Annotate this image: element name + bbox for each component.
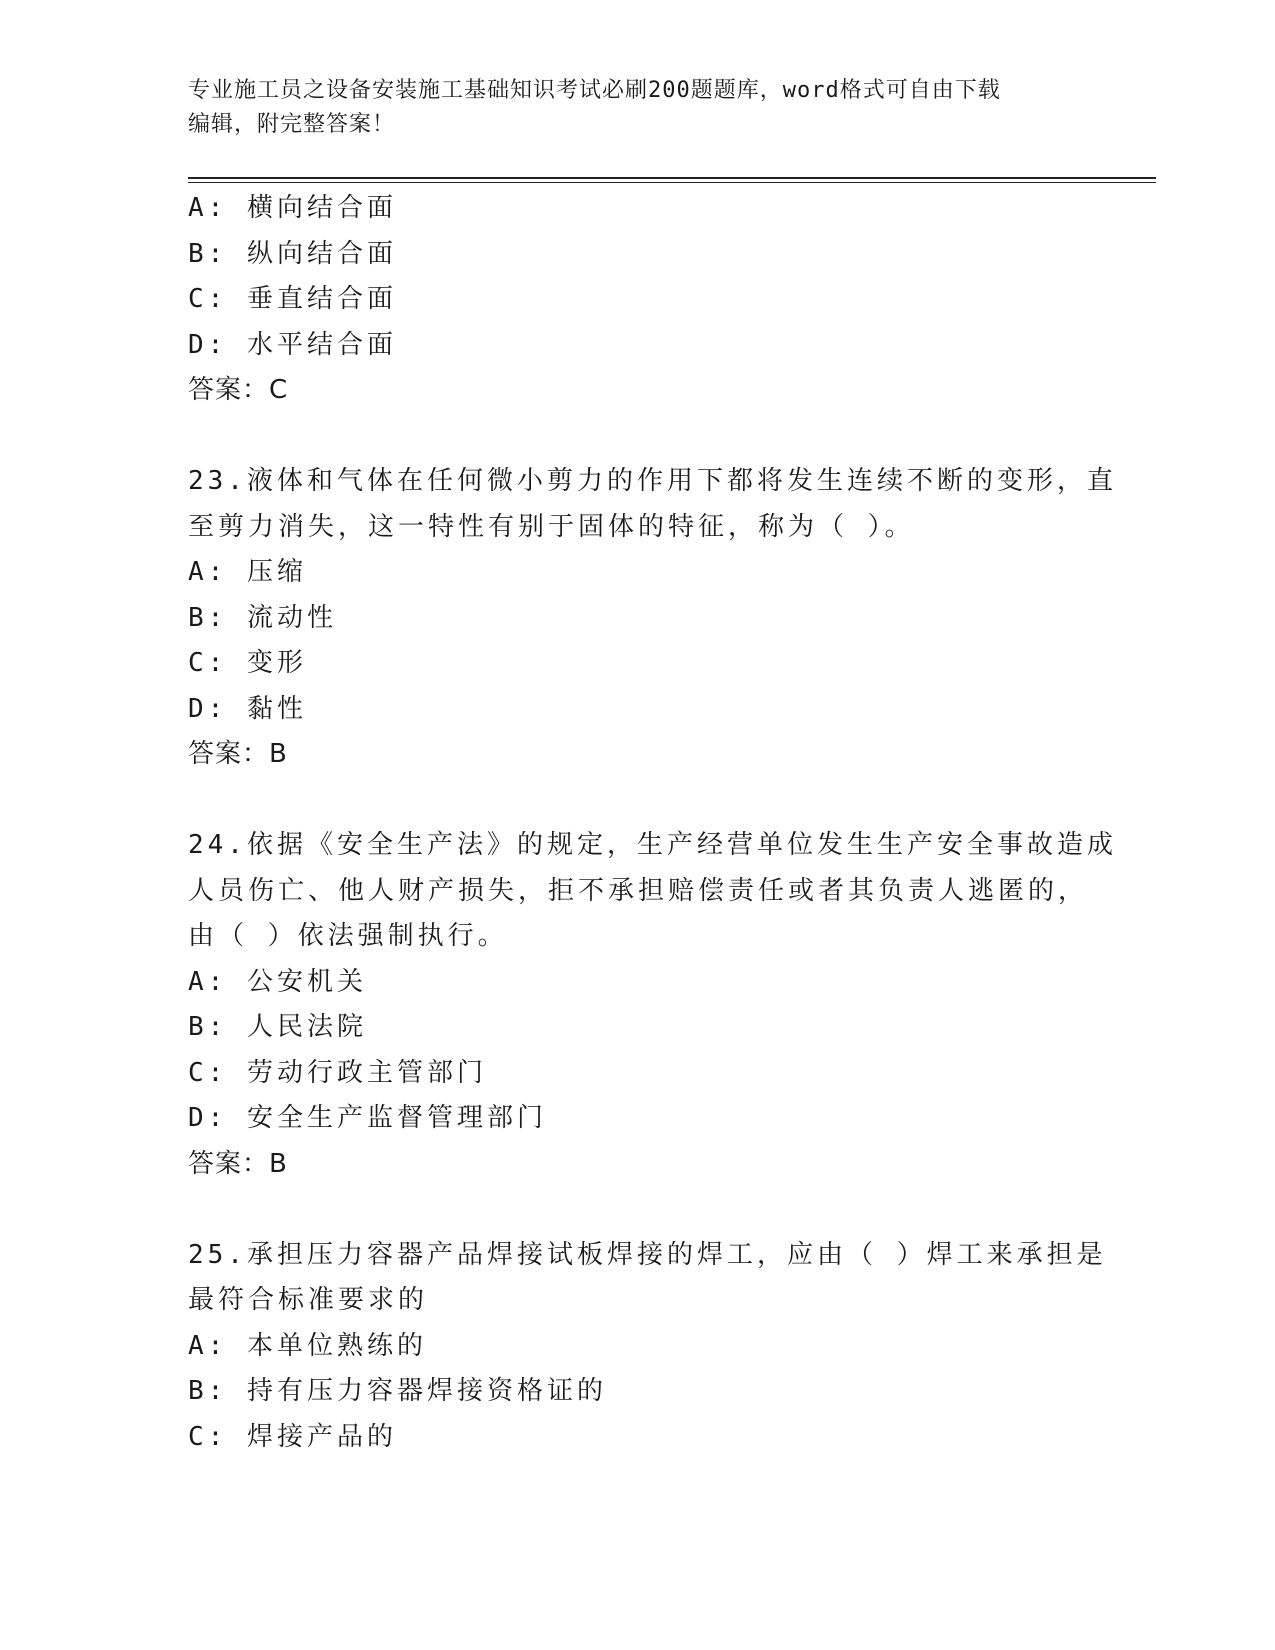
spacer — [188, 778, 1088, 824]
option-b: B: 人民法院 — [188, 1012, 367, 1042]
option-a: A: 横向结合面 — [188, 193, 397, 223]
option-b: B: 持有压力容器焊接资格证的 — [188, 1376, 607, 1406]
question-23 — [188, 459, 1117, 778]
option-b: B: 流动性 — [188, 602, 337, 633]
answer-line: 答案：B — [188, 1148, 288, 1179]
header-divider-thin — [188, 182, 1156, 183]
question-stem-line: 25.承担压力容器产品焊接试板焊接的焊工，应由（ ）焊工来承担是 — [188, 1239, 1107, 1270]
option-c: C: 垂直结合面 — [188, 284, 397, 314]
option-a: A: 公安机关 — [188, 966, 367, 997]
question-24 — [188, 823, 1117, 1187]
question-stem-line: 至剪力消失，这一特性有别于固体的特征，称为（ ）。 — [188, 511, 915, 542]
option-d: D: 黏性 — [188, 693, 307, 724]
option-b: B: 纵向结合面 — [188, 238, 397, 269]
question-stem-line: 24.依据《安全生产法》的规定，生产经营单位发生生产安全事故造成 — [188, 830, 1117, 860]
question-stem-line: 23.液体和气体在任何微小剪力的作用下都将发生连续不断的变形，直 — [188, 466, 1117, 496]
option-c: C: 变形 — [188, 648, 307, 678]
header-title-line-2: 编辑，附完整答案！ — [188, 112, 396, 137]
question-stem-line: 由（ ）依法强制执行。 — [188, 921, 508, 951]
question-22 — [188, 186, 1088, 414]
option-c: C: 劳动行政主管部门 — [188, 1057, 487, 1088]
option-d: D: 水平结合面 — [188, 329, 397, 360]
header-title-line-1: 专业施工员之设备安装施工基础知识考试必刷200题题库，word格式可自由下载 — [188, 78, 1001, 103]
answer-line: 答案：B — [188, 739, 288, 769]
spacer — [188, 414, 1088, 460]
option-d: D: 安全生产监督管理部门 — [188, 1103, 547, 1133]
question-list — [188, 186, 1117, 1460]
question-25 — [188, 1233, 1107, 1461]
question-stem-line: 人员伤亡、他人财产损失，拒不承担赔偿责任或者其负责人逃匿的， — [188, 875, 1089, 906]
header-divider-thick — [188, 177, 1156, 179]
option-a: A: 压缩 — [188, 557, 307, 587]
spacer — [188, 1187, 1088, 1233]
option-a: A: 本单位熟练的 — [188, 1330, 427, 1361]
answer-line: 答案：C — [188, 375, 289, 405]
option-c: C: 焊接产品的 — [188, 1421, 397, 1452]
document-header — [188, 74, 1068, 142]
question-stem-line: 最符合标准要求的 — [188, 1285, 429, 1315]
